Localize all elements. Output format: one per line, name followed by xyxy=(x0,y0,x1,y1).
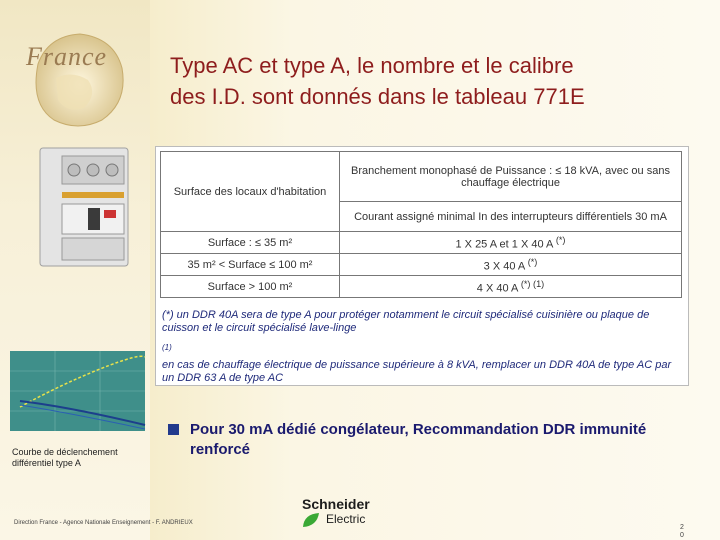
page-number: 2 0 xyxy=(680,524,684,539)
footer-text: Direction France - Agence Nationale Enseignement - F. ANDRIEUX xyxy=(14,520,193,526)
header-surface: Surface des locaux d'habitation xyxy=(161,152,340,232)
row-surface: 35 m² < Surface ≤ 100 m² xyxy=(161,254,340,276)
note-mark: (1) xyxy=(162,343,172,352)
chart-caption: Courbe de déclenchement différentiel type A xyxy=(12,447,118,468)
bullet-item xyxy=(168,420,688,460)
brand-line-1: Schneider xyxy=(302,496,370,512)
table-notes xyxy=(162,309,682,385)
france-map-logo-icon xyxy=(18,24,138,134)
row-value: 3 X 40 A (*) xyxy=(340,254,682,276)
logo-text: France xyxy=(26,42,108,71)
circuit-breaker-icon xyxy=(38,146,130,268)
schneider-electric-logo xyxy=(296,496,386,530)
trip-curve-chart-icon xyxy=(0,345,150,435)
table-row xyxy=(161,276,682,298)
title-line-1: Type AC et type A, le nombre et le calibre xyxy=(170,53,574,78)
row-value: 1 X 25 A et 1 X 40 A (*) xyxy=(340,232,682,254)
note-chauffage: en cas de chauffage électrique de puissance supérieure à 8 kVA, remplacer un DDR 40A de type AC par un DDR 63 A de type AC xyxy=(162,358,672,384)
table-771e xyxy=(155,146,689,386)
calibre-table xyxy=(160,151,682,298)
header-branchement: Branchement monophasé de Puissance : ≤ 18 kVA, avec ou sans chauffage électrique xyxy=(340,152,682,202)
note-type-a: (*) un DDR 40A sera de type A pour protéger notamment le circuit spécialisé cuisinière ou plaque de cuisson et le circuit spécialisé lave-linge xyxy=(162,309,650,334)
brand-line-2: Electric xyxy=(326,512,366,526)
leaf-icon xyxy=(302,512,320,528)
row-surface: Surface : ≤ 35 m² xyxy=(161,232,340,254)
bullet-text: Pour 30 mA dédié congélateur, Recommandation DDR immunité renforcé xyxy=(190,421,647,458)
table-row xyxy=(161,232,682,254)
slide-title xyxy=(170,50,700,112)
row-value: 4 X 40 A $^{(*) (1)}$ xyxy=(340,276,682,298)
title-line-2: des I.D. sont donnés dans le tableau 771E xyxy=(170,84,585,109)
header-courant: Courant assigné minimal In des interrupteurs différentiels 30 mA xyxy=(340,202,682,232)
row-surface: Surface > 100 m² xyxy=(161,276,340,298)
table-row xyxy=(161,254,682,276)
bullet-square-icon xyxy=(168,424,179,435)
